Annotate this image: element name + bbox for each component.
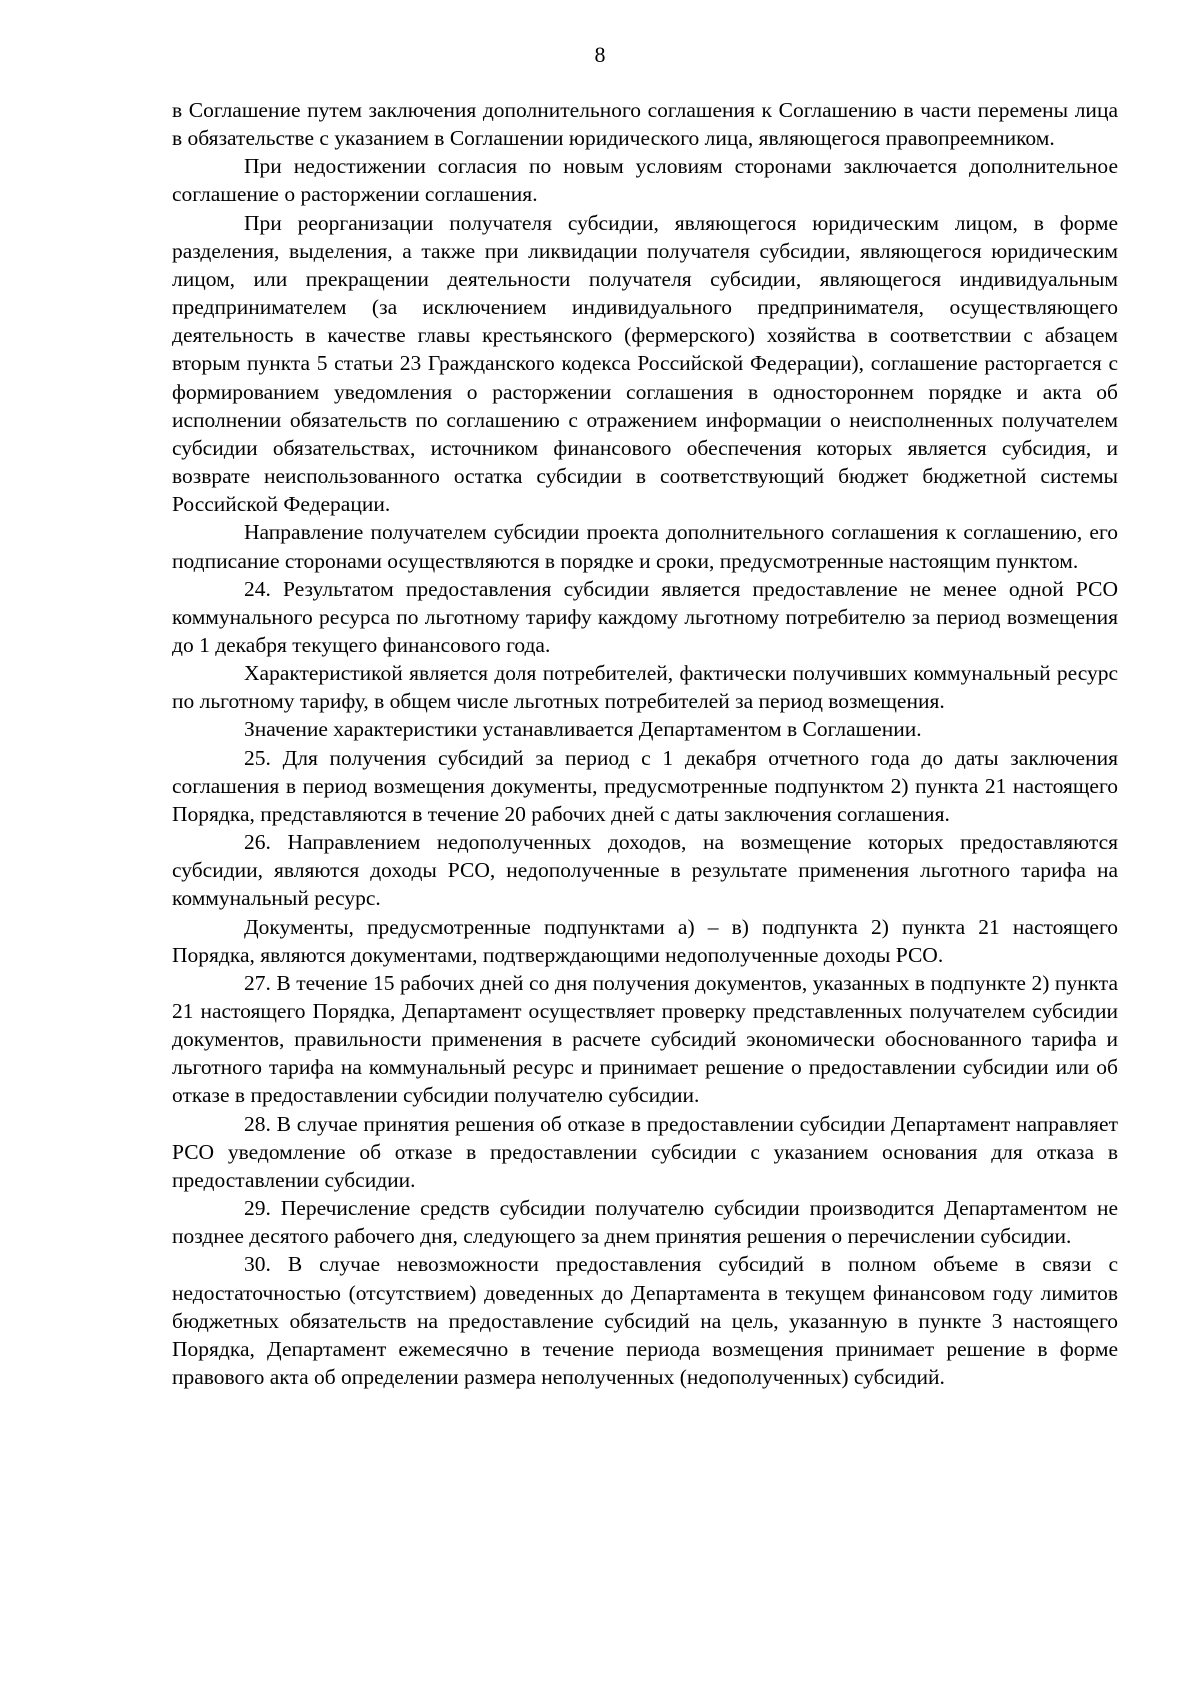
paragraph: Характеристикой является доля потребителей, фактически получивших коммунальный ресурс по льготному тарифу, в общем числе льготных потребителей за период возмещения. xyxy=(172,661,1118,714)
paragraph: При реорганизации получателя субсидии, являющегося юридическим лицом, в форме разделения, выделения, а также при ликвидации получателя субсидии, являющегося юридическим лицом, или прекращении деятельности получателя субсидии, являющегося индивидуальным предпринимателем (за исключением индивидуального предпринимателя, осуществляющего деятельность в качестве главы крестьянского (фермерского) хозяйства в соответствии с абзацем вторым пункта 5 статьи 23 Гражданского кодекса Российской Федерации), соглашение расторгается с формированием уведомления о расторжении соглашения в одностороннем порядке и акта об исполнении обязательств по соглашению с отражением информации о неисполненных получателем субсидии обязательствах, источником финансового обеспечения которых является субсидия, и возврате неиспользованного остатка субсидии в соответствующий бюджет бюджетной системы Российской Федерации. xyxy=(172,210,1118,517)
paragraph-item-30: 30. В случае невозможности предоставления субсидий в полном объеме в связи с недостаточностью (отсутствием) доведенных до Департамента в текущем финансовом году лимитов бюджетных обязательств на предоставление субсидий на цель, указанную в пункте 3 настоящего Порядка, Департамент ежемесячно в течение периода возмещения принимает решение в форме правового акта об определении размера неполученных (недополученных) субсидий. xyxy=(172,1252,1118,1390)
paragraph-item-28: 28. В случае принятия решения об отказе в предоставлении субсидии Департамент направляет РСО уведомление об отказе в предоставлении субсидии с указанием основания для отказа в предоставлении субсидии. xyxy=(172,1111,1118,1192)
paragraph-item-29: 29. Перечисление средств субсидии получателю субсидии производится Департаментом не позднее десятого рабочего дня, следующего за днем принятия решения о перечислении субсидии. xyxy=(172,1196,1118,1249)
paragraph-item-27: 27. В течение 15 рабочих дней со дня получения документов, указанных в подпункте 2) пункта 21 настоящего Порядка, Департамент осуществляет проверку представленных получателем субсидии документов, правильности применения в расчете субсидий экономически обоснованного тарифа и льготного тарифа на коммунальный ресурс и принимает решение о предоставлении субсидии или об отказе в предоставлении субсидии получателю субсидии. xyxy=(172,970,1118,1108)
paragraph: Документы, предусмотренные подпунктами а) – в) подпункта 2) пункта 21 настоящего Порядка, являются документами, подтверждающими недополученные доходы РСО. xyxy=(172,914,1118,967)
paragraph: При недостижении согласия по новым условиям сторонами заключается дополнительное соглашение о расторжении соглашения. xyxy=(172,154,1118,207)
paragraph-item-26: 26. Направлением недополученных доходов, на возмещение которых предоставляются субсидии, являются доходы РСО, недополученные в результате применения льготного тарифа на коммунальный ресурс. xyxy=(172,830,1118,911)
paragraph: Направление получателем субсидии проекта дополнительного соглашения к соглашению, его подписание сторонами осуществляются в порядке и сроки, предусмотренные настоящим пунктом. xyxy=(172,520,1118,573)
paragraph: Значение характеристики устанавливается Департаментом в Соглашении. xyxy=(244,717,922,742)
paragraph-item-25: 25. Для получения субсидий за период с 1 декабря отчетного года до даты заключения соглашения в период возмещения документы, предусмотренные подпунктом 2) пункта 21 настоящего Порядка, представляются в течение 20 рабочих дней с даты заключения соглашения. xyxy=(172,745,1118,826)
paragraph-continuation: в Соглашение путем заключения дополнительного соглашения к Соглашению в части перемены лица в обязательстве с указанием в Соглашении юридического лица, являющегося правопреемником. xyxy=(172,98,1118,151)
paragraph-item-24: 24. Результатом предоставления субсидии является предоставление не менее одной РСО коммунального ресурса по льготному тарифу каждому льготному потребителю за период возмещения до 1 декабря текущего финансового года. xyxy=(172,576,1118,657)
page-number: 8 xyxy=(594,42,606,67)
document-body xyxy=(172,96,1118,1391)
